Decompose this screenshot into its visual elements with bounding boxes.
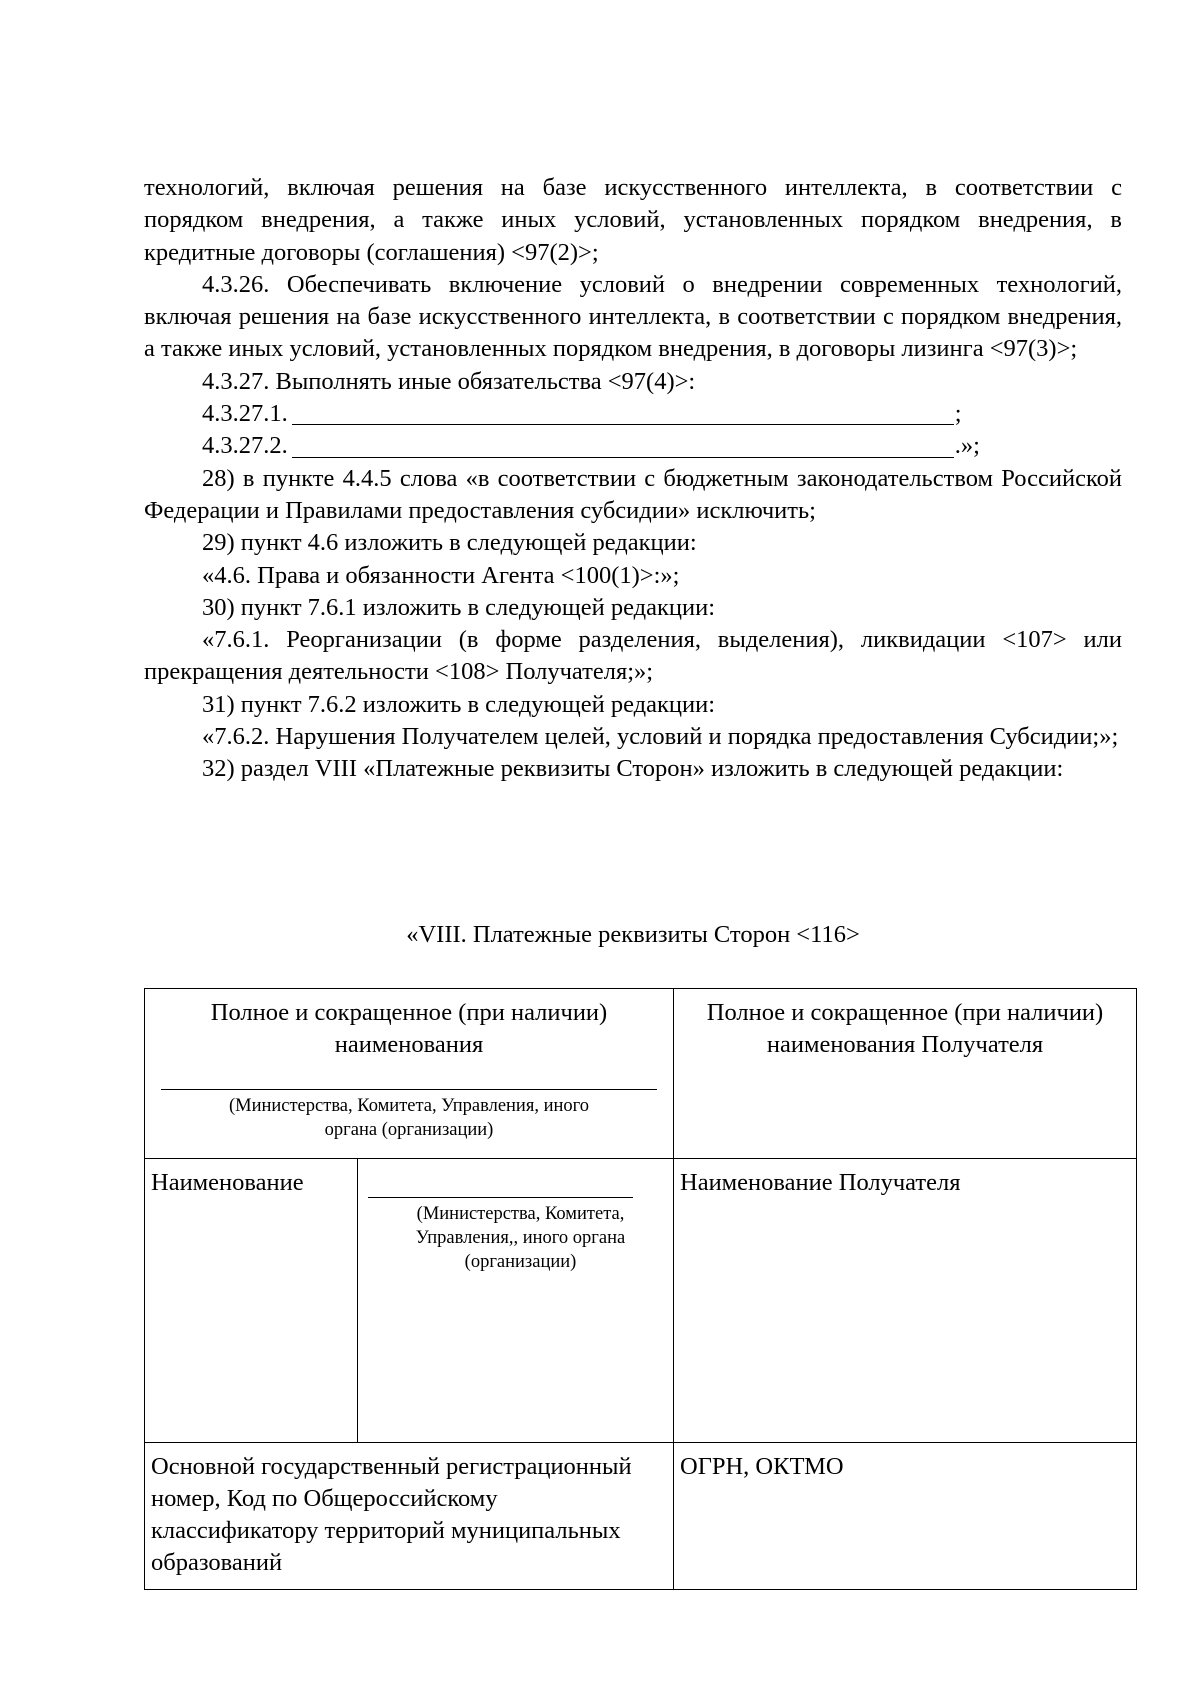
paragraph: 31) пункт 7.6.2 изложить в следующей редакции: (202, 690, 716, 718)
name-right-cell (674, 1159, 1137, 1443)
paragraph: 4.3.26. Обеспечивать включение условий о внедрении современных технологий, включая решения на базе искусственного интеллекта, в соответствии с порядком внедрения, а также иных условий, установленных порядком внедрения, в договоры лизинга <97(3)>; (144, 270, 1122, 363)
paragraph: «7.6.2. Нарушения Получателем целей, условий и порядка предоставления Субсидии;»; (202, 723, 1119, 751)
header-left-text: Полное и сокращенное (при наличии) наименования (210, 999, 608, 1058)
name-label: Наименование (151, 1169, 304, 1196)
paragraph: «4.6. Права и обязанности Агента <100(1)>:»; (202, 561, 680, 589)
header-left-note: (Министерства, Комитета, Управления, иного органа (организации) (228, 1096, 590, 1140)
blank-line (292, 435, 954, 458)
paragraph: 28) в пункте 4.4.5 слова «в соответствии с бюджетным законодательством Российской Федерации и Правилами предоставления субсидии» исключить; (144, 464, 1122, 524)
fill-line-end: .»; (954, 432, 980, 460)
ogrn-right: ОГРН, ОКТМО (680, 1453, 844, 1480)
blank-line (292, 402, 954, 425)
name-label-cell (145, 1159, 358, 1443)
fill-line-label: 4.3.27.1. (202, 400, 288, 428)
paragraph: 32) раздел VIII «Платежные реквизиты Сторон» изложить в следующей редакции: (202, 755, 1064, 783)
fill-line (144, 398, 1122, 430)
fill-line (144, 430, 1122, 462)
header-right-text: Полное и сокращенное (при наличии) наименования Получателя (706, 999, 1104, 1058)
ogrn-left-cell (145, 1443, 674, 1590)
header-right-cell (674, 989, 1137, 1159)
document-page (144, 172, 1122, 1576)
fill-line-end: ; (954, 400, 962, 428)
paragraph: технологий, включая решения на базе искусственного интеллекта, в соответствии с порядком внедрения, а также иных условий, установленных порядком внедрения, в кредитные договоры (соглашения) <97(2)>; (144, 174, 1122, 266)
name-right: Наименование Получателя (680, 1169, 961, 1196)
paragraph: 4.3.27. Выполнять иные обязательства <97(4)>: (202, 367, 696, 395)
header-left-cell (145, 989, 674, 1159)
ogrn-left: Основной государственный регистрационный номер, Код по Общероссийскому классификатору территорий муниципальных образований (151, 1453, 632, 1576)
ogrn-right-cell (674, 1443, 1137, 1590)
paragraph: «7.6.1. Реорганизации (в форме разделения, выделения), ликвидации <107> или прекращения деятельности <108> Получателя;»; (144, 626, 1122, 686)
name-value-cell (358, 1159, 674, 1443)
requisites-table (144, 988, 1137, 1590)
table-row (145, 1159, 1137, 1443)
section-title: «VIII. Платежные реквизиты Сторон <116> (406, 921, 860, 948)
table-row (145, 1443, 1137, 1590)
table-row (145, 989, 1137, 1159)
name-note: (Министерства, Комитета, Управления,, иного органа (организации) (415, 1204, 626, 1272)
paragraph: 29) пункт 4.6 изложить в следующей редакции: (202, 529, 697, 557)
paragraph: 30) пункт 7.6.1 изложить в следующей редакции: (202, 593, 716, 621)
fill-line-label: 4.3.27.2. (202, 432, 288, 460)
